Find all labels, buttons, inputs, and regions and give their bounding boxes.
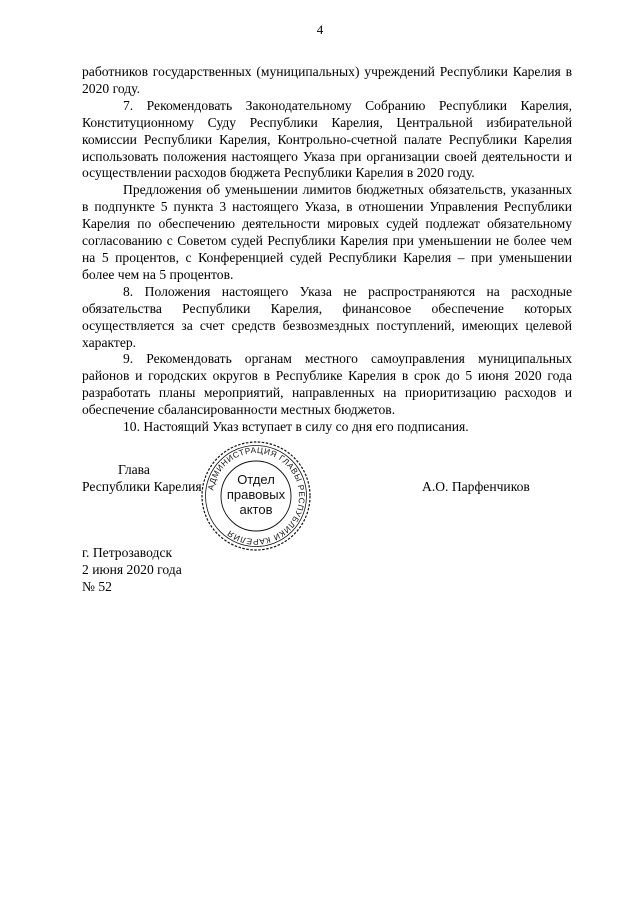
paragraph-proposals: Предложения об уменьшении лимитов бюджетных обязательств, указанных в подпункте 5 пункта 3 настоящего Указа, в отношении Управления Республики Карелия по обеспечению деятельности мировых судей подлежат обязательному согласованию с Советом судей Республики Карелия при уменьшении не более чем на 5 процентов, с Конференцией судей Республики Карелия – при уменьшении более чем на 5 процентов. [82,182,572,282]
stamp-line2: правовых [226,487,286,502]
paragraph-item-9: 9. Рекомендовать органам местного самоуправления муниципальных районов и городских округов в Республике Карелия в срок до 5 июня 2020 года разработать планы мероприятий, направленных на приоритизацию расходов и обеспечение сбалансированности местных бюджетов. [82,351,572,418]
paragraph-item-7: 7. Рекомендовать Законодательному Собранию Республики Карелия, Конституционному Суду Республики Карелия, Центральной избирательной комиссии Республики Карелия, Контрольно-счетной палате Республики Карелия использовать положения настоящего Указа при организации своей деятельности и осуществлении расходов бюджета Республики Карелия в 2020 году. [82,97,572,181]
stamp-ring-text: АДМИНИСТРАЦИЯ ГЛАВЫ РЕСПУБЛИКИ КАРЕЛИЯ [206,445,307,547]
place-date-block [82,545,182,596]
signatory-title [82,462,212,496]
paragraph-item-8: 8. Положения настоящего Указа не распространяются на расходные обязательства Республики Карелия, финансовое обеспечение которых осуществляется за счет средств безвозмездных поступлений, имеющих целевой характер. [82,283,572,350]
official-stamp [200,440,312,552]
paragraph-item-10: 10. Настоящий Указ вступает в силу со дня его подписания. [123,419,469,435]
page-number: 4 [316,22,324,37]
signatory-title-line1: Глава [118,462,150,477]
document-body [82,64,572,436]
stamp-line1: Отдел [237,472,275,487]
city: г. Петрозаводск [82,545,173,560]
document-number: № 52 [82,578,112,594]
signatory-name: А.О. Парфенчиков [422,479,530,494]
signatory-title-line2: Республики Карелия [82,478,202,494]
paragraph-continuation: работников государственных (муниципальных) учреждений Республики Карелия в 2020 году. [82,64,572,96]
signature-block [82,440,572,547]
stamp-line3: актов [239,502,273,517]
document-date: 2 июня 2020 года [82,561,182,577]
